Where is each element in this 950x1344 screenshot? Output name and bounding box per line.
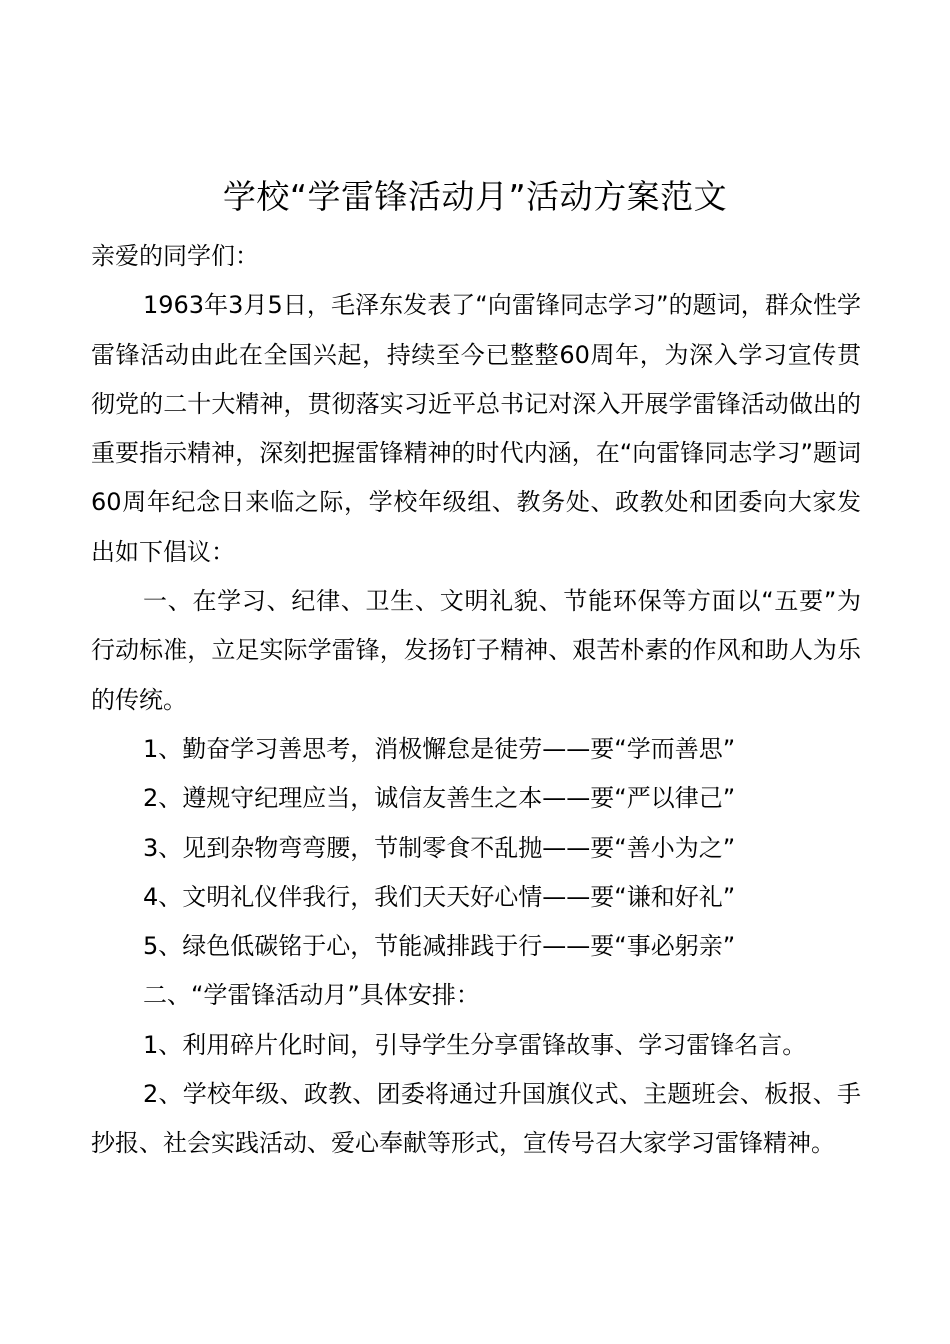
document-body [91, 232, 861, 1169]
paragraph-intro: 1963年3月5日，毛泽东发表了“向雷锋同志学习”的题词，群众性学雷锋活动由此在全国兴起，持续至今已整整60周年，为深入学习宣传贯彻党的二十大精神，贯彻落实习近平总书记对深入开展学雷锋活动做出的重要指示精神，深刻把握雷锋精神的时代内涵，在“向雷锋同志学习”题词60周年纪念日来临之际，学校年级组、教务处、政教处和团委向大家发出如下倡议： [91, 291, 861, 566]
list-item-4: 4、文明礼仪伴我行，我们天天好心情——要“谦和好礼” [143, 882, 736, 911]
document-title: 学校“学雷锋活动月”活动方案范文 [222, 177, 728, 216]
list-item-3: 3、见到杂物弯弯腰，节制零食不乱抛——要“善小为之” [143, 833, 736, 862]
paragraph-section-one: 一、在学习、纪律、卫生、文明礼貌、节能环保等方面以“五要”为行动标准，立足实际学雷锋，发扬钉子精神、艰苦朴素的作风和助人为乐的传统。 [91, 587, 861, 714]
paragraph-section-two: 二、“学雷锋活动月”具体安排： [143, 981, 480, 1010]
list-item-2: 2、遵规守纪理应当，诚信友善生之本——要“严以律己” [143, 784, 736, 813]
list-item-1: 1、勤奋学习善思考，消极懈怠是徒劳——要“学而善思” [143, 734, 736, 763]
salutation: 亲爱的同学们： [91, 242, 259, 270]
list-item-5: 5、绿色低碳铭于心，节能减排践于行——要“事必躬亲” [143, 932, 736, 961]
arrangement-item-2: 2、学校年级、政教、团委将通过升国旗仪式、主题班会、板报、手抄报、社会实践活动、爱心奉献等形式，宣传号召大家学习雷锋精神。 [91, 1080, 861, 1158]
arrangement-item-1: 1、利用碎片化时间，引导学生分享雷锋故事、学习雷锋名言。 [143, 1030, 807, 1059]
